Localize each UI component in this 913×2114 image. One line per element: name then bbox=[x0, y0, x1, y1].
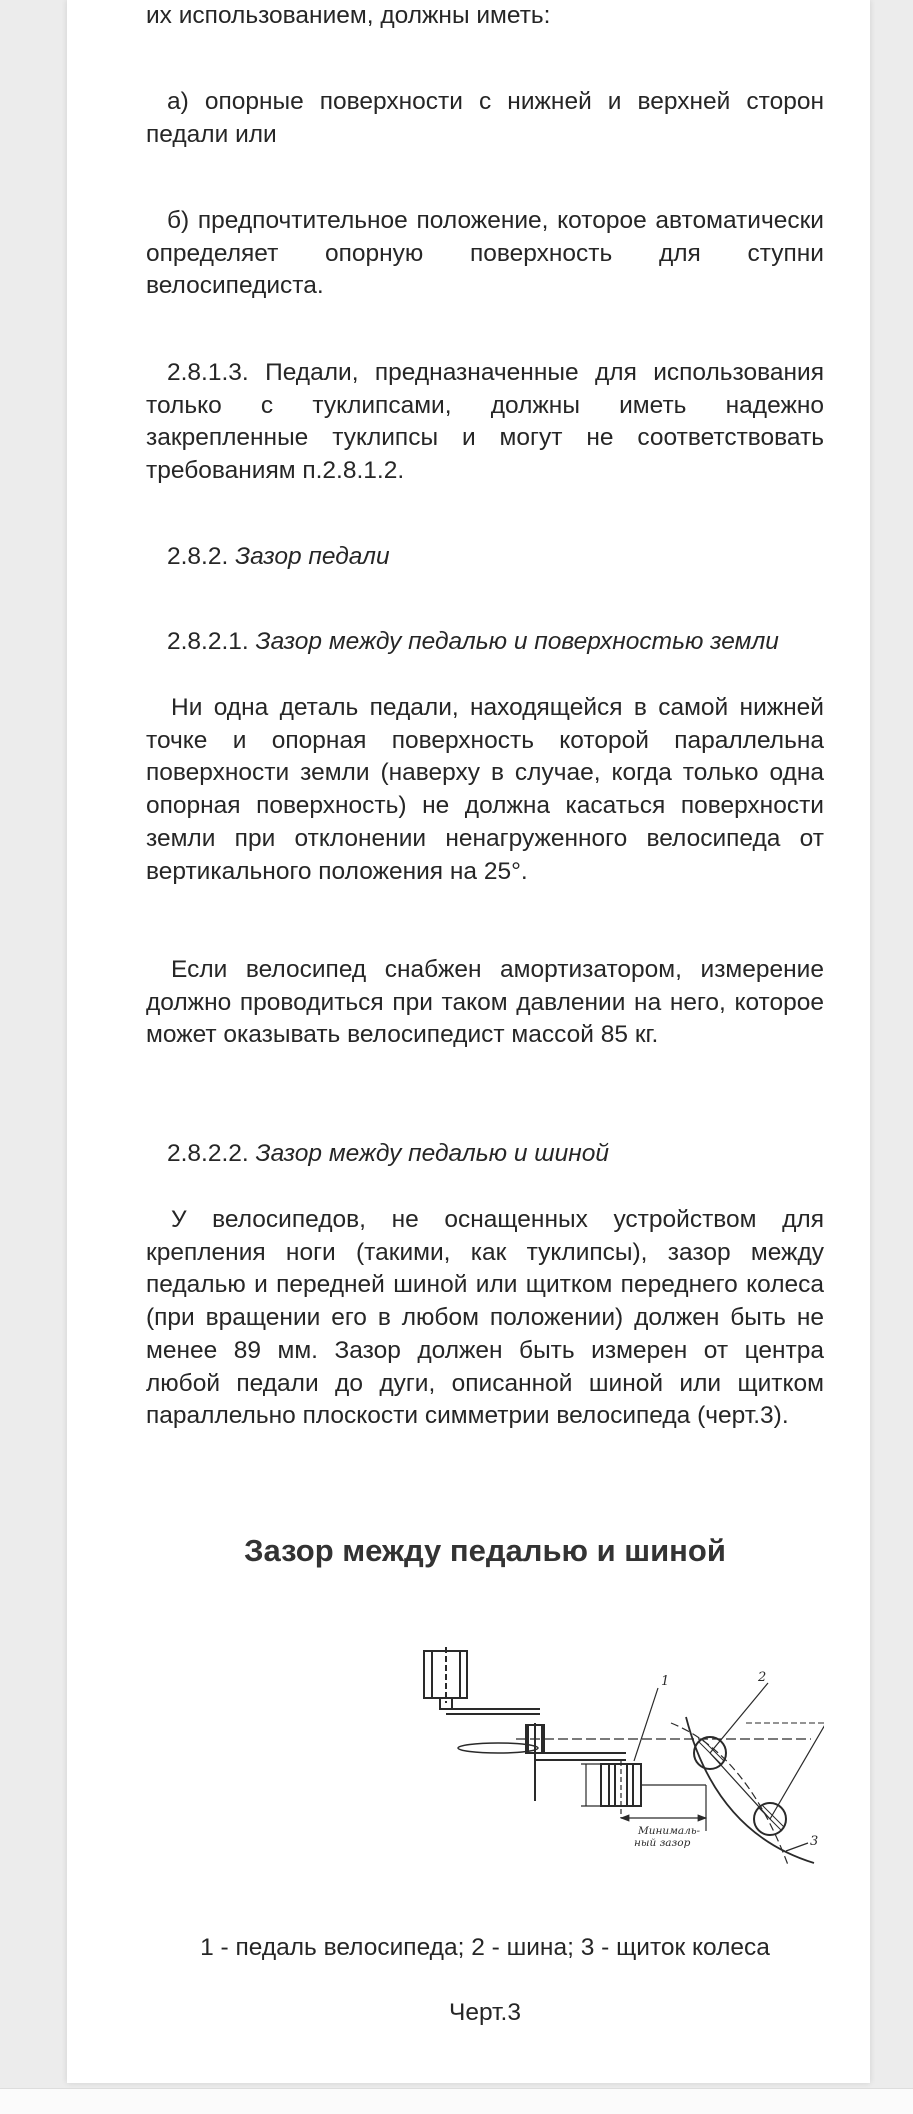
paragraph-option-a: а) опорные поверхности с нижней и верхней сторон педали или bbox=[146, 88, 824, 148]
dimension-label-line1: Минималь- bbox=[638, 1825, 701, 1837]
label-3: 3 bbox=[810, 1834, 819, 1849]
figure-title: Зазор между педалью и шиной bbox=[244, 1533, 726, 1568]
label-1: 1 bbox=[661, 1674, 670, 1689]
heading-title: Зазор между педалью и поверхностью земли bbox=[255, 628, 779, 655]
paragraph-tire-clearance: У велосипедов, не оснащенных устройством для крепления ноги (такими, как туклипсы), зазор между педалью и передней шиной или щитком переднего колеса (при вращении его в любом положении) должен быть не менее 89 мм. Зазор должен быть измерен от центра любой педали до дуги, описанной шиной или щитком параллельно плоскости симметрии велосипеда (черт.3). bbox=[146, 1206, 824, 1430]
paragraph-2-8-1-3: 2.8.1.3. Педали, предназначенные для использования только с туклипсами, должны иметь надежно закрепленные туклипсы и могут не соответствовать требованиям п.2.8.1.2. bbox=[146, 359, 824, 485]
bottom-bar bbox=[0, 2088, 913, 2114]
heading-number: 2.8.2.2. bbox=[167, 1140, 256, 1167]
paragraph-intro: их использованием, должны иметь: bbox=[146, 2, 551, 29]
figure-number: Черт.3 bbox=[449, 1999, 521, 2026]
heading-title: Зазор между педалью и шиной bbox=[255, 1140, 609, 1167]
heading-number: 2.8.2.1. bbox=[167, 628, 256, 655]
label-2: 2 bbox=[758, 1670, 767, 1685]
heading-2-8-2-2 bbox=[146, 1138, 824, 1171]
heading-number: 2.8.2. bbox=[167, 543, 236, 570]
paragraph-ground-clearance: Ни одна деталь педали, находящейся в самой нижней точке и опорная поверхность которой параллельна поверхности земли (наверху в случае, когда только одна опорная поверхность) не должна касаться поверхности земли при отклонении ненагруженного велосипеда от вертикального положения на 25°. bbox=[146, 694, 824, 885]
heading-2-8-2 bbox=[146, 541, 824, 574]
paragraph-option-b: б) предпочтительное положение, которое автоматически определяет опорную поверхность для ступни велосипедиста. bbox=[146, 207, 824, 300]
heading-2-8-2-1 bbox=[146, 626, 824, 659]
figure-caption: 1 - педаль велосипеда; 2 - шина; 3 - щиток колеса bbox=[200, 1934, 770, 1961]
paragraph-shock-absorber: Если велосипед снабжен амортизатором, измерение должно проводиться при таком давлении на него, которое может оказывать велосипедист массой 85 кг. bbox=[146, 956, 824, 1049]
heading-title: Зазор педали bbox=[235, 543, 390, 570]
dimension-label-line2: ный зазор bbox=[634, 1837, 691, 1849]
pedal-clearance-drawing bbox=[416, 1643, 824, 1871]
